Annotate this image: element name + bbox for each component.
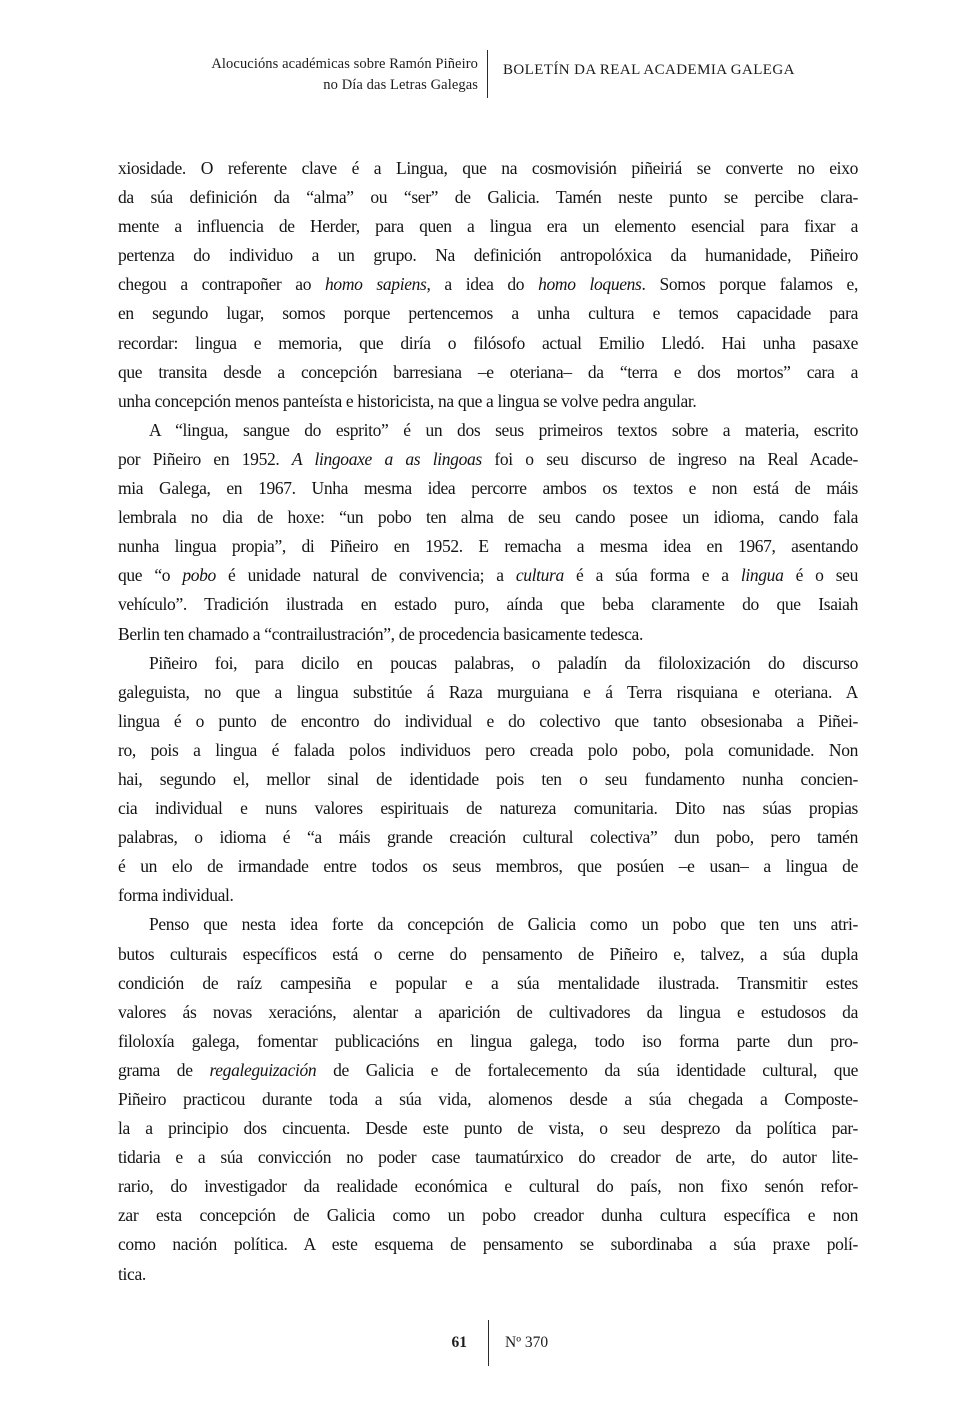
- text-segment: zar esta concepción de Galicia como un pobo creador dunha cultura específica e non: [118, 1205, 858, 1226]
- text-segment: Berlin ten chamado a “contrailustración”, de procedencia basicamente tedesca.: [118, 623, 644, 644]
- italic-text-segment: lingua: [740, 565, 784, 586]
- italic-text-segment: regaleguización: [209, 1059, 317, 1080]
- text-line: [118, 154, 858, 183]
- text-segment: vehículo”. Tradición ilustrada en estado puro, aínda que beba claramente do que Isaiah: [118, 594, 858, 615]
- text-line: [118, 241, 858, 270]
- text-line: [118, 794, 858, 823]
- text-line: [118, 969, 858, 998]
- text-segment: pertenza do individuo a un grupo. Na definición antropolóxica da humanidade, Piñeiro: [118, 245, 858, 266]
- text-segment: recordar: lingua e memoria, que diría o filósofo actual Emilio Lledó. Hai unha pasaxe: [118, 332, 858, 353]
- text-segment: A “lingua, sangue do esprito” é un dos seus primeiros textos sobre a materia, escrito: [149, 419, 858, 440]
- text-line: [118, 649, 858, 678]
- text-segment: é o seu: [783, 565, 858, 586]
- text-segment: galeguista, no que a lingua substitúe á Raza murguiana e á Terra risquiana e oteriana. A: [118, 681, 858, 702]
- text-line: [118, 329, 858, 358]
- text-line: [118, 852, 858, 881]
- text-line: [118, 1172, 858, 1201]
- text-line: [118, 736, 858, 765]
- text-line: [118, 474, 858, 503]
- text-segment: lembrala no dia de hoxe: “un pobo ten alma de seu cando posee un idioma, cando fala: [118, 507, 858, 528]
- italic-text-segment: pobo: [182, 565, 216, 586]
- text-segment: tica.: [118, 1263, 146, 1284]
- text-line: [118, 358, 858, 387]
- text-segment: foi o seu discurso de ingreso na Real Acade-: [481, 448, 858, 469]
- text-segment: Penso que nesta idea forte da concepción de Galicia como un pobo que ten uns atri-: [149, 914, 858, 935]
- running-head-article-title: [118, 54, 478, 96]
- text-line: [118, 270, 858, 299]
- text-segment: cia individual e nuns valores espirituais de natureza comunitaria. Dito nas súas propias: [118, 798, 858, 819]
- text-segment: como nación política. A este esquema de pensamento se subordinaba a súa praxe polí-: [118, 1234, 858, 1255]
- text-line: [118, 212, 858, 241]
- text-segment: Piñeiro practicou durante toda a súa vida, alomenos desde a súa chegada a Composte-: [118, 1089, 858, 1109]
- text-line: [118, 299, 858, 328]
- text-line: [118, 561, 858, 590]
- text-line: [118, 590, 858, 619]
- running-head-line-2: no Día das Letras Galegas: [323, 77, 478, 93]
- text-segment: palabras, o idioma é “a máis grande creación cultural colectiva” dun pobo, pero tamén: [118, 827, 858, 848]
- text-line: [118, 183, 858, 212]
- text-segment: xiosidade. O referente clave é a Lingua, que na cosmovisión piñeiriá se converte no eixo: [118, 158, 858, 178]
- text-line: [118, 1230, 858, 1259]
- text-line: [118, 1143, 858, 1172]
- text-line: [118, 881, 858, 910]
- text-line: [118, 1027, 858, 1056]
- text-line: [118, 620, 858, 649]
- text-segment: nunha lingua propia”, di Piñeiro en 1952. E remacha a mesma idea en 1967, asentando: [118, 536, 858, 557]
- text-segment: la a principio dos cincuenta. Desde este punto de vista, o seu desprezo da política par-: [118, 1118, 858, 1139]
- text-line: [118, 910, 858, 939]
- text-line: [118, 707, 858, 736]
- text-segment: que “o: [118, 565, 183, 586]
- text-line: [118, 503, 858, 532]
- italic-text-segment: A lingoaxe a as lingoas: [291, 448, 482, 469]
- text-segment: por Piñeiro en 1952.: [118, 448, 292, 469]
- text-segment: condición de raíz campesiña e popular e a súa mentalidade ilustrada. Transmitir estes: [118, 972, 858, 993]
- text-line: [118, 1201, 858, 1230]
- italic-text-segment: homo loquens: [538, 274, 642, 295]
- text-segment: da súa definición da “alma” ou “ser” de Galicia. Tamén neste punto se percibe clara-: [118, 187, 858, 208]
- text-segment: unha concepción menos panteísta e historicista, na que a lingua se volve pedra angular.: [118, 390, 697, 411]
- body-text: [118, 154, 858, 1289]
- text-segment: chegou a contrapoñer ao: [118, 274, 326, 295]
- text-segment: grama de: [118, 1059, 210, 1080]
- footer-divider-rule: [488, 1320, 489, 1366]
- text-segment: mente a influencia de Herder, para quen a lingua era un elemento esencial para fixar a: [118, 216, 858, 237]
- text-segment: butos culturais específicos está o cerne do pensamento de Piñeiro e, talvez, a súa dupla: [118, 943, 858, 964]
- italic-text-segment: cultura: [515, 565, 564, 586]
- text-line: [118, 387, 858, 416]
- text-line: [118, 1085, 858, 1114]
- text-segment: mia Galega, en 1967. Unha mesma idea percorre ambos os textos e non está de máis: [118, 478, 858, 499]
- text-segment: que transita desde a concepción barresiana –e oteriana– da “terra e dos mortos” cara a: [118, 361, 858, 382]
- text-segment: . Somos porque falamos e,: [641, 274, 858, 295]
- journal-title: BOLETÍN DA REAL ACADEMIA GALEGA: [503, 62, 795, 78]
- italic-text-segment: homo sapiens: [325, 274, 427, 295]
- text-line: [118, 823, 858, 852]
- text-segment: en segundo lugar, somos porque pertencemos a unha cultura e temos capacidade para: [118, 303, 858, 324]
- text-segment: valores ás novas xeracións, alentar a aparición de cultivadores da lingua e estudosos da: [118, 1001, 858, 1022]
- text-segment: é un elo de irmandade entre todos os seus membros, que posúen –e usan– a lingua de: [118, 856, 858, 877]
- text-segment: tidaria e a súa convicción no poder case taumatúrxico do creador de arte, do autor lite-: [118, 1147, 858, 1168]
- text-segment: é a súa forma e a: [563, 565, 741, 586]
- text-line: [118, 445, 858, 474]
- page-number: 61: [451, 1334, 467, 1351]
- header-divider-rule: [487, 50, 488, 98]
- text-segment: , a idea do: [426, 274, 539, 295]
- running-head-line-1: Alocucións académicas sobre Ramón Piñeiro: [211, 56, 478, 72]
- text-line: [118, 940, 858, 969]
- text-line: [118, 1260, 858, 1289]
- text-line: [118, 765, 858, 794]
- text-segment: Piñeiro foi, para dicilo en poucas palabras, o paladín da filoloxización do discurso: [149, 652, 858, 673]
- text-segment: hai, segundo el, mellor sinal de identidade pois ten o seu fundamento nunha concien-: [118, 768, 858, 789]
- text-line: [118, 416, 858, 445]
- text-line: [118, 678, 858, 707]
- text-segment: forma individual.: [118, 885, 234, 906]
- text-line: [118, 532, 858, 561]
- issue-number: Nº 370: [505, 1334, 549, 1351]
- text-segment: lingua é o punto de encontro do individual e do colectivo que tanto obsesionaba a Piñei-: [118, 710, 858, 731]
- text-line: [118, 998, 858, 1027]
- text-segment: ro, pois a lingua é falada polos individuos pero creada polo pobo, pola comunidade. Non: [118, 739, 858, 760]
- text-segment: filoloxía galega, fomentar publicacións en lingua galega, todo iso forma parte dun pro-: [118, 1030, 858, 1051]
- text-segment: é unidade natural de convivencia; a: [215, 565, 516, 586]
- text-segment: de Galicia e de fortalecemento da súa identidade cultural, que: [316, 1059, 858, 1080]
- text-segment: rario, do investigador da realidade económica e cultural do país, non fixo senón refor-: [118, 1176, 858, 1197]
- text-line: [118, 1114, 858, 1143]
- text-line: [118, 1056, 858, 1085]
